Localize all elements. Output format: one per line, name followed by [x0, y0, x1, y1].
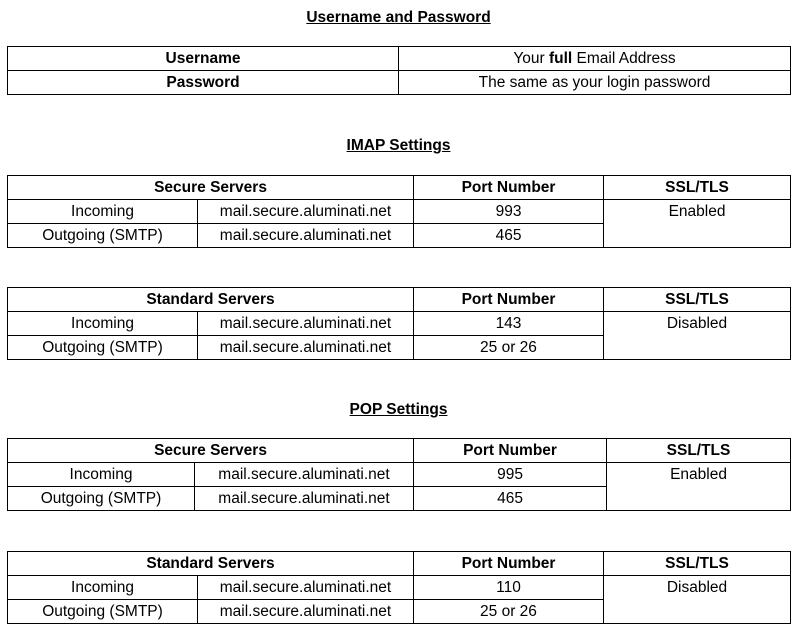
ssl-column-header: SSL/TLS [604, 288, 791, 312]
table-header-row [8, 176, 791, 200]
server-port: 143 [414, 312, 604, 336]
credentials-table [7, 46, 791, 95]
server-host: mail.secure.aluminati.net [198, 200, 414, 224]
server-host: mail.secure.aluminati.net [198, 576, 414, 600]
server-host: mail.secure.aluminati.net [195, 487, 414, 511]
server-host: mail.secure.aluminati.net [198, 336, 414, 360]
table-row [8, 312, 791, 336]
server-type: Incoming [8, 312, 198, 336]
ssl-status: Enabled [604, 200, 791, 248]
table-header-row [8, 288, 791, 312]
username-value-pre: Your [513, 50, 549, 67]
pop-standard-table [7, 551, 791, 624]
server-host: mail.secure.aluminati.net [198, 312, 414, 336]
username-value-post: Email Address [572, 50, 676, 67]
port-column-header: Port Number [414, 552, 604, 576]
table-row [8, 463, 791, 487]
pop-heading: POP Settings [349, 401, 448, 418]
servers-column-header: Secure Servers [8, 439, 414, 463]
port-column-header: Port Number [414, 176, 604, 200]
server-port: 110 [414, 576, 604, 600]
server-type: Outgoing (SMTP) [8, 224, 198, 248]
ssl-status: Enabled [607, 463, 791, 511]
server-host: mail.secure.aluminati.net [198, 224, 414, 248]
imap-heading: IMAP Settings [346, 137, 451, 154]
pop-secure-table [7, 438, 791, 511]
server-type: Incoming [8, 576, 198, 600]
server-port: 995 [414, 463, 607, 487]
ssl-status: Disabled [604, 312, 791, 360]
imap-secure-table [7, 175, 791, 248]
ssl-status: Disabled [604, 576, 791, 624]
server-type: Outgoing (SMTP) [8, 336, 198, 360]
server-port: 993 [414, 200, 604, 224]
server-port: 25 or 26 [414, 600, 604, 624]
server-host: mail.secure.aluminati.net [198, 600, 414, 624]
table-row [8, 200, 791, 224]
table-row [8, 47, 791, 71]
server-port: 465 [414, 224, 604, 248]
server-port: 465 [414, 487, 607, 511]
port-column-header: Port Number [414, 439, 607, 463]
imap-standard-table [7, 287, 791, 360]
table-row [8, 576, 791, 600]
credentials-heading: Username and Password [306, 9, 491, 26]
username-label: Username [8, 47, 399, 71]
port-column-header: Port Number [414, 288, 604, 312]
username-value [399, 47, 791, 71]
table-header-row [8, 552, 791, 576]
table-header-row [8, 439, 791, 463]
password-label: Password [8, 71, 399, 95]
servers-column-header: Standard Servers [8, 552, 414, 576]
password-value: The same as your login password [399, 71, 791, 95]
server-type: Outgoing (SMTP) [8, 600, 198, 624]
servers-column-header: Standard Servers [8, 288, 414, 312]
server-type: Incoming [8, 200, 198, 224]
servers-column-header: Secure Servers [8, 176, 414, 200]
username-value-emphasis: full [548, 50, 573, 67]
ssl-column-header: SSL/TLS [607, 439, 791, 463]
server-type: Incoming [8, 463, 195, 487]
server-port: 25 or 26 [414, 336, 604, 360]
server-type: Outgoing (SMTP) [8, 487, 195, 511]
ssl-column-header: SSL/TLS [604, 552, 791, 576]
ssl-column-header: SSL/TLS [604, 176, 791, 200]
table-row [8, 71, 791, 95]
server-host: mail.secure.aluminati.net [195, 463, 414, 487]
